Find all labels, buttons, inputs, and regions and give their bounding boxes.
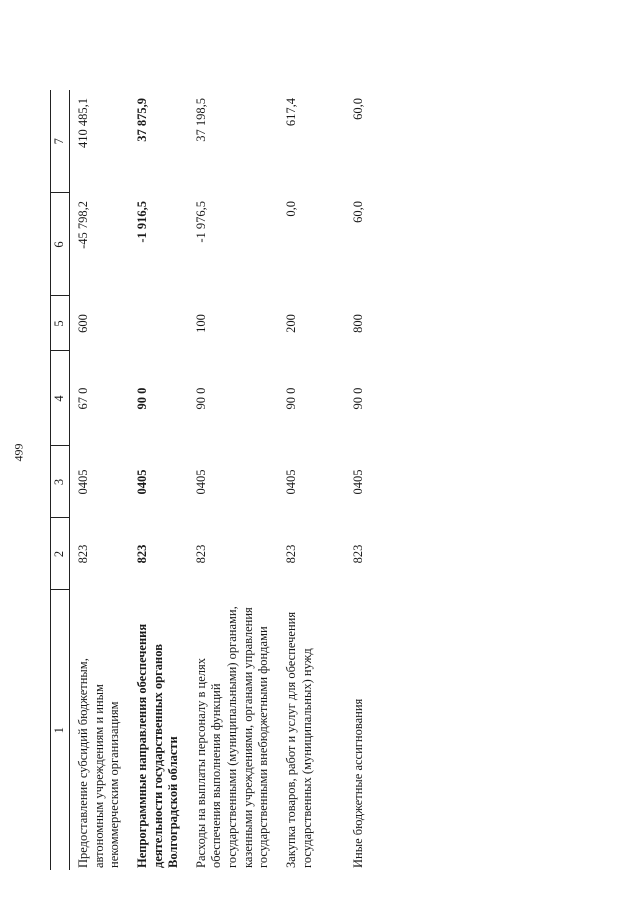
row-name: Предоставление субсидий бюджетным, автономным учреждениям и иным некоммерческим организациям — [76, 658, 122, 868]
row-target-code: 90 0 — [193, 387, 208, 410]
row-change-amount: 0,0 — [283, 201, 298, 217]
row-name: Непрограммные направления обеспечения деятельности государственных органов Волгоградской области — [134, 623, 181, 868]
row-ministry-code: 823 — [76, 544, 90, 564]
header-col-3: 3 — [51, 446, 70, 518]
row-name: Расходы на выплаты персоналу в целях обеспечения выполнения функций государственными (муниципальными) органами, казенными учреждениями, органами управления государственными внебюджетными фондами — [193, 606, 271, 868]
row-change-amount: -1 916,5 — [134, 201, 149, 243]
row-target-code: 67 0 — [76, 387, 90, 410]
row-expense-type: 100 — [193, 314, 208, 333]
row-section-code: 0405 — [76, 469, 90, 495]
row-name: Иные бюджетные ассигнования — [351, 698, 366, 868]
row-section-code: 0405 — [351, 469, 366, 495]
header-col-4: 4 — [51, 351, 70, 446]
page-number: 499 — [11, 443, 26, 462]
table-row — [188, 90, 278, 870]
row-section-code: 0405 — [193, 469, 208, 495]
table-header — [51, 90, 70, 870]
row-change-amount: -1 976,5 — [193, 201, 208, 243]
header-col-2: 2 — [51, 518, 70, 590]
row-target-code: 90 0 — [351, 387, 366, 410]
row-change-amount: -45 798,2 — [76, 201, 90, 249]
row-section-code: 0405 — [134, 469, 149, 495]
table-row — [278, 90, 345, 870]
table-row — [70, 90, 129, 870]
rotated-table-container — [50, 90, 570, 870]
row-total-amount: 60,0 — [351, 98, 366, 120]
row-expense-type — [129, 296, 188, 351]
row-expense-type: 800 — [351, 314, 366, 333]
budget-table — [50, 90, 373, 870]
header-col-7: 7 — [51, 90, 70, 193]
header-col-5: 5 — [51, 296, 70, 351]
row-total-amount: 410 485,1 — [76, 98, 90, 148]
table-row — [345, 90, 373, 870]
row-section-code: 0405 — [283, 469, 298, 495]
row-total-amount: 37 198,5 — [193, 98, 208, 142]
row-ministry-code: 823 — [283, 544, 298, 564]
table-row — [129, 90, 188, 870]
row-ministry-code: 823 — [351, 544, 366, 564]
row-expense-type: 200 — [283, 314, 298, 333]
row-total-amount: 617,4 — [283, 98, 298, 127]
row-total-amount: 37 875,9 — [134, 98, 149, 142]
row-ministry-code: 823 — [134, 544, 149, 564]
header-col-1: 1 — [51, 590, 70, 870]
row-expense-type: 600 — [76, 314, 90, 333]
row-target-code: 90 0 — [134, 387, 149, 410]
header-col-6: 6 — [51, 193, 70, 296]
row-ministry-code: 823 — [193, 544, 208, 564]
row-name: Закупка товаров, работ и услуг для обеспечения государственных (муниципальных) нужд — [283, 611, 314, 868]
row-change-amount: 60,0 — [351, 201, 366, 223]
row-target-code: 90 0 — [283, 387, 298, 410]
